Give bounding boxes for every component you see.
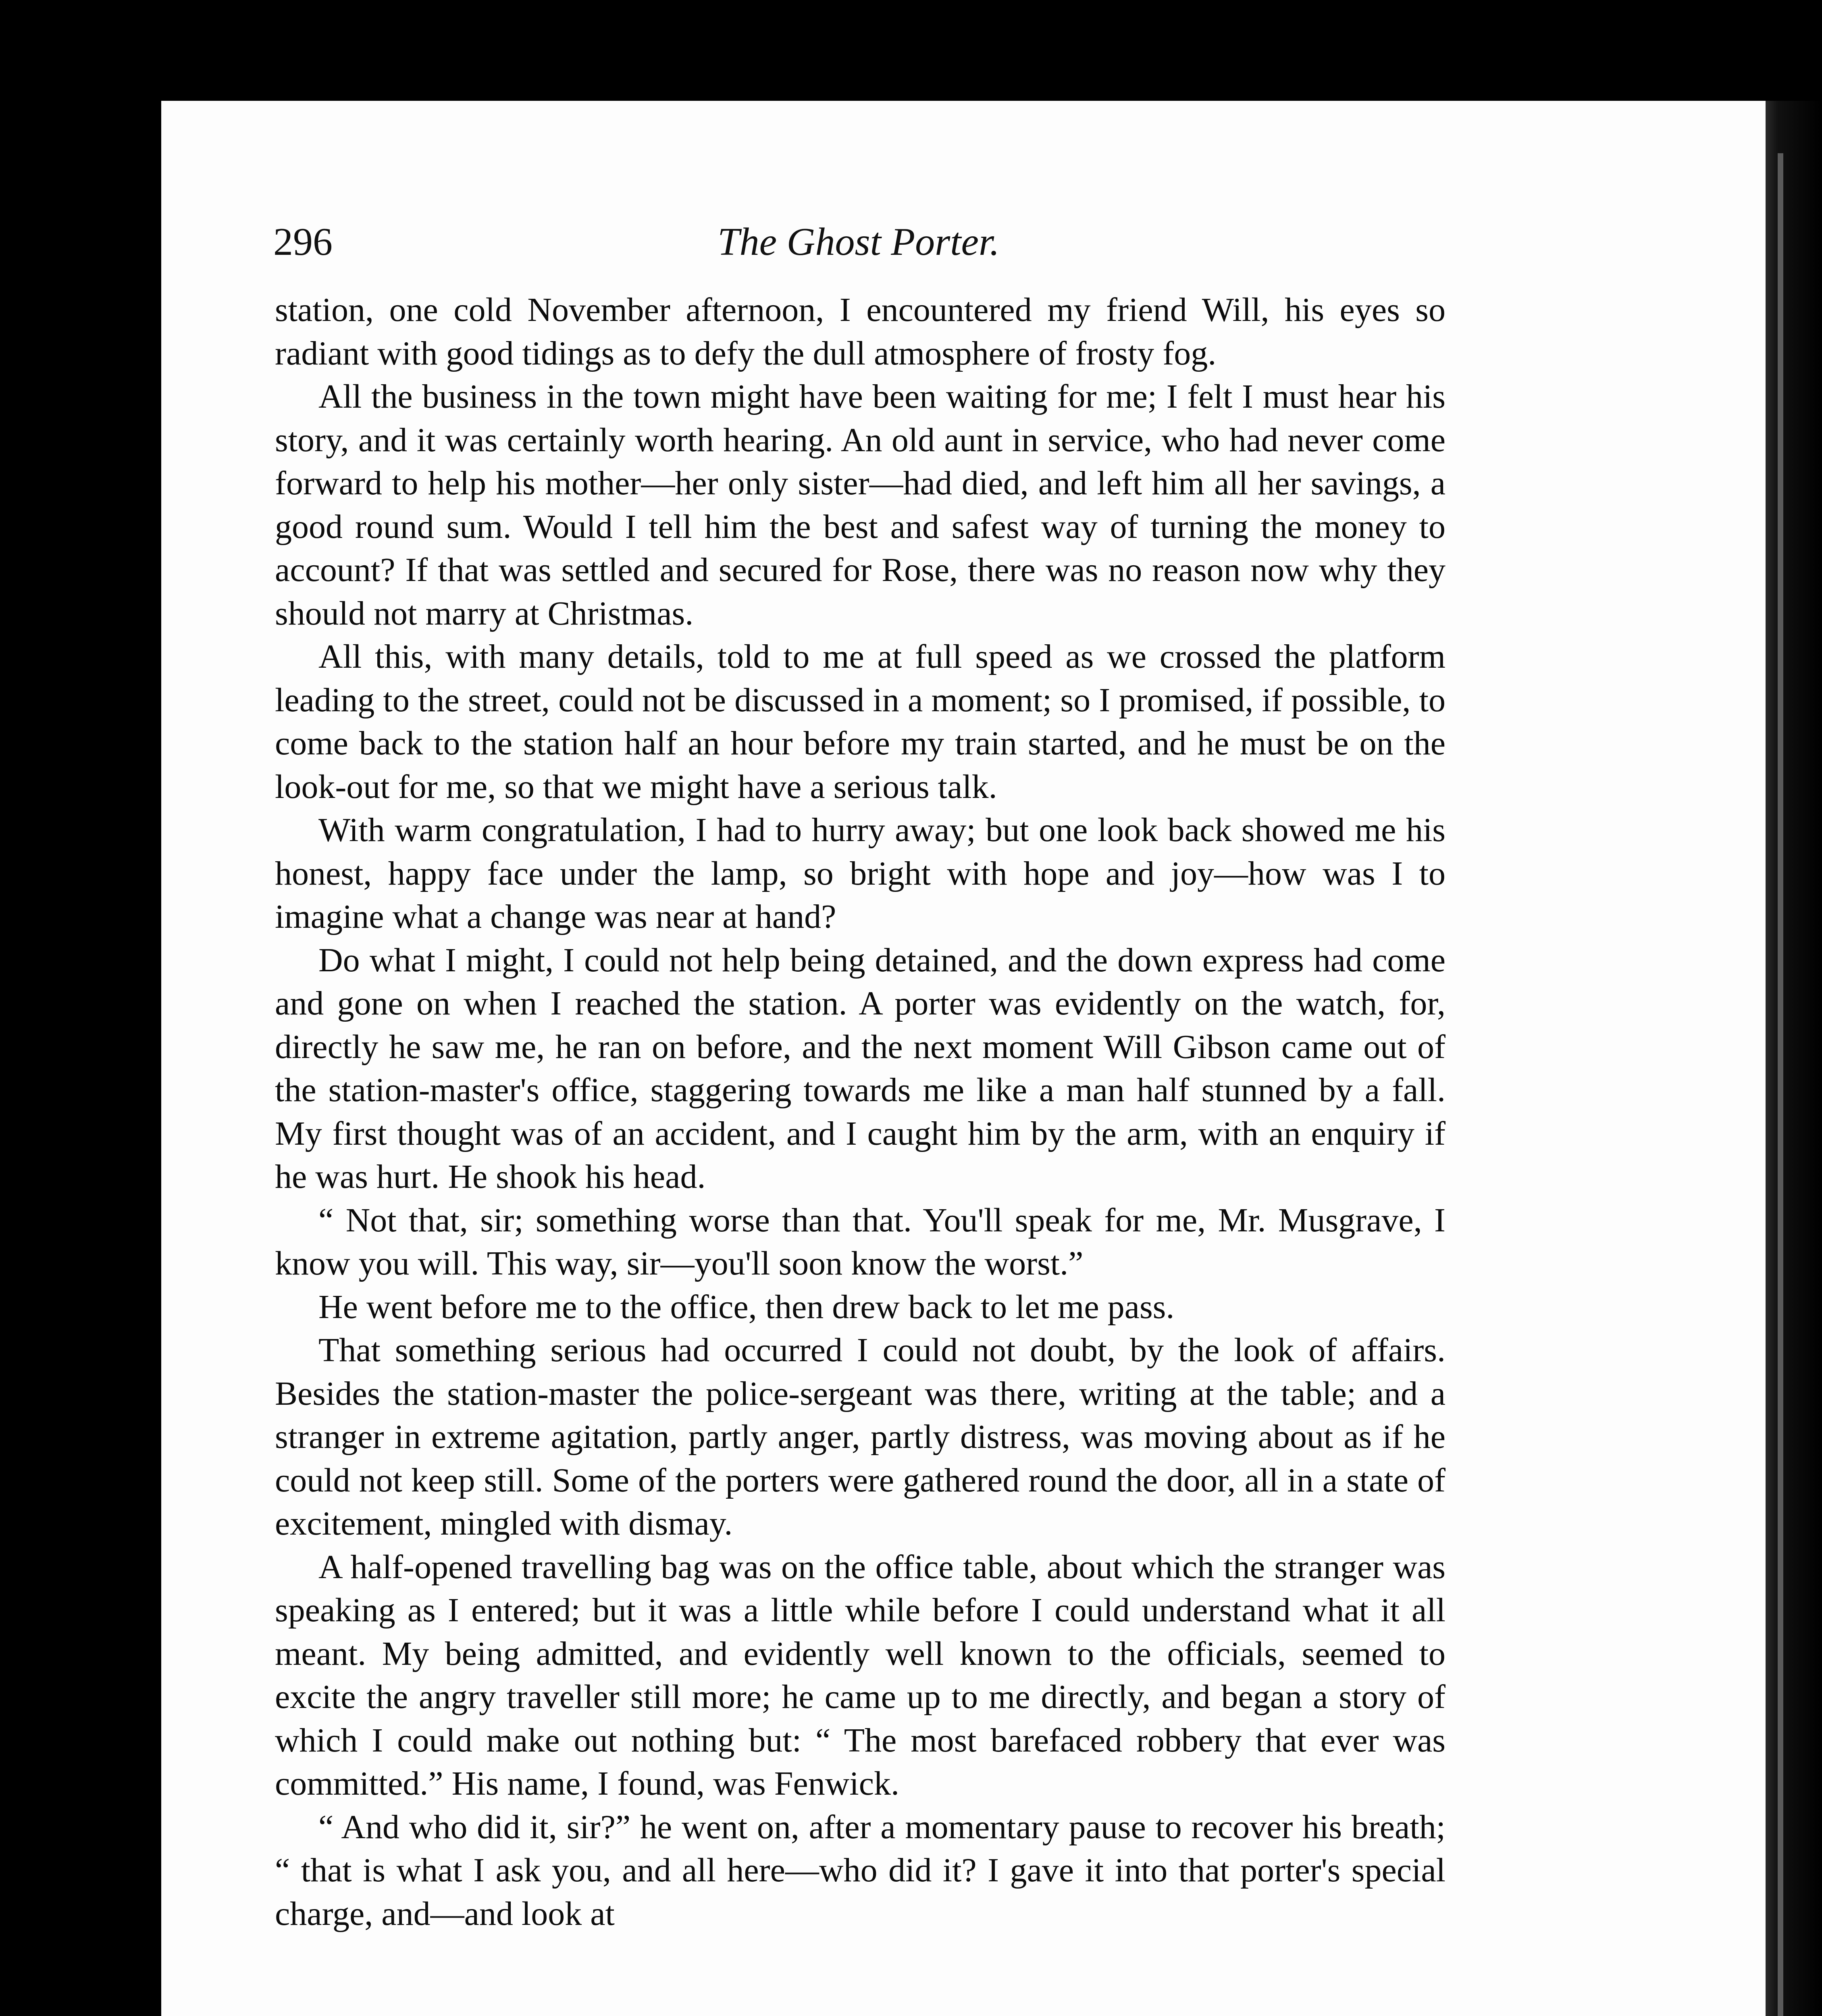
paragraph-dialogue: “ Not that, sir; something worse than that. You'll speak for me, Mr. Musgrave, I know you will. This way, sir—you'll soon know the worst.”	[275, 1201, 1446, 1282]
paragraph-dialogue: “ And who did it, sir?” he went on, after a momentary pause to recover his breath; “ that is what I ask you, and all here—who did it? I gave it into that porter's special charge, and—and look at	[275, 1808, 1446, 1933]
paragraph: Do what I might, I could not help being detained, and the down express had come and gone on when I reached the station. A porter was evidently on the watch, for, directly he saw me, he ran on before, and the next moment Will Gibson came out of the station-master's office, staggering towards me like a man half stunned by a fall. My first thought was of an accident, and I caught him by the arm, with an enquiry if he was hurt. He shook his head.	[275, 941, 1446, 1195]
page-number: 296	[273, 220, 333, 264]
paragraph: All the business in the town might have been waiting for me; I felt I must hear his story, and it was certainly worth hearing. An old aunt in service, who had never come forward to help his mother—her only sister—had died, and left him all her savings, a good round sum. Would I tell him the best and safest way of turning the money to account? If that was settled and secured for Rose, there was no reason now why they should not marry at Christmas.	[275, 378, 1446, 632]
paragraph: With warm congratulation, I had to hurry away; but one look back showed me his honest, happy face under the lamp, so bright with hope and joy—how was I to imagine what a change was near at hand?	[275, 811, 1446, 935]
page-gutter-shadow	[1766, 101, 1822, 2016]
paragraph-continued: station, one cold November afternoon, I encountered my friend Will, his eyes so radiant with good tidings as to defy the dull atmosphere of frosty fog.	[275, 291, 1446, 372]
body-text	[275, 288, 1446, 1935]
paragraph: A half-opened travelling bag was on the office table, about which the stranger was speaking as I entered; but it was a little while before I could understand what it all meant. My being admitted, and evidently well known to the officials, seemed to excite the angry traveller still more; he came up to me directly, and began a story of which I could make out nothing but: “ The most barefaced robbery that ever was committed.” His name, I found, was Fenwick.	[275, 1548, 1446, 1802]
page-header	[273, 210, 1444, 274]
paragraph: All this, with many details, told to me at full speed as we crossed the platform leading to the street, could not be discussed in a moment; so I promised, if possible, to come back to the station half an hour before my train started, and he must be on the look-out for me, so that we might have a serious talk.	[275, 638, 1446, 806]
paragraph: That something serious had occurred I could not doubt, by the look of affairs. Besides the station-master the police-sergeant was there, writing at the table; and a stranger in extreme agitation, partly anger, partly distress, was moving about as if he could not keep still. Some of the porters were gathered round the door, all in a state of excitement, mingled with dismay.	[275, 1331, 1446, 1542]
running-title: The Ghost Porter.	[718, 220, 1000, 264]
page-edge-line	[1778, 153, 1783, 2016]
paragraph: He went before me to the office, then drew back to let me pass.	[318, 1288, 1175, 1326]
